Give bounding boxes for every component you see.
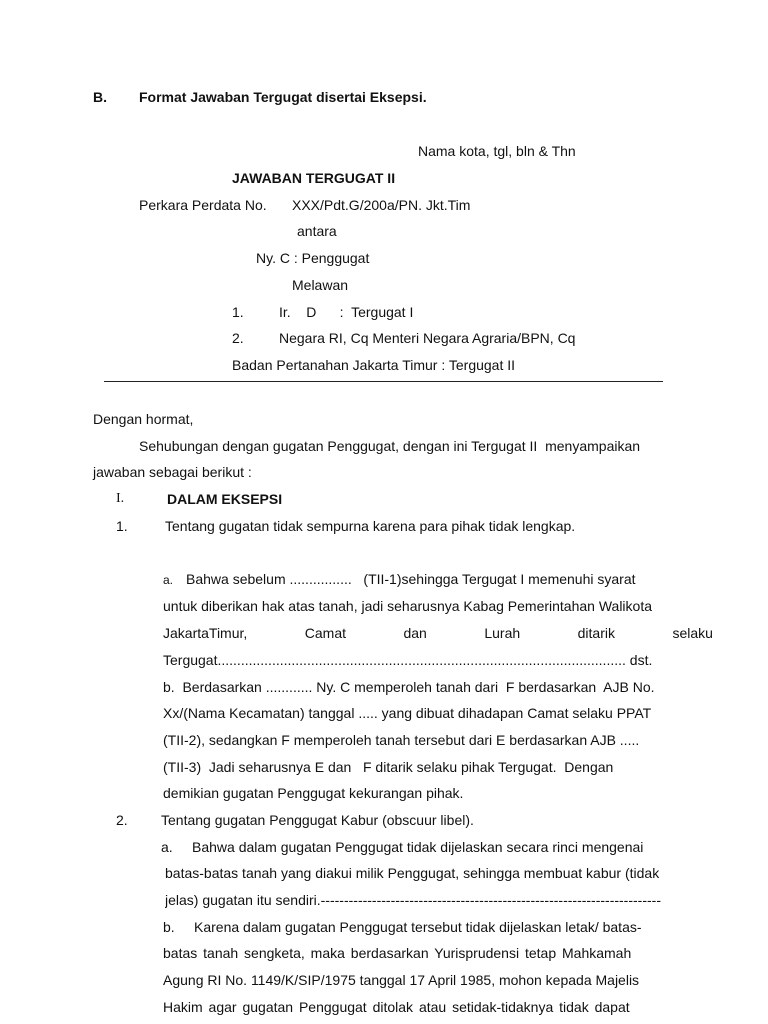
point-2-number: 2. [116, 812, 128, 828]
defendant-2-text: Negara RI, Cq Menteri Negara Agraria/BPN, Cq [279, 330, 576, 346]
section-title: Format Jawaban Tergugat disertai Eksepsi. [139, 89, 427, 105]
section-I-title: DALAM EKSEPSI [167, 491, 283, 507]
point-2b-line-2: batas tanah sengketa, maka berdasarkan Yurisprudensi tetap Mahkamah [163, 945, 632, 961]
point-1b-line-3: (TII-2), sedangkan F memperoleh tanah tersebut dari E berdasarkan AJB ..... [163, 732, 640, 748]
plaintiff-line: Ny. C : Penggugat [256, 250, 370, 266]
point-2b-line-1: Karena dalam gugatan Penggugat tersebut tidak dijelaskan letak/ batas- [194, 919, 642, 935]
point-1b-line-5: demikian gugatan Penggugat kekurangan pihak. [163, 785, 464, 801]
document-title: JAWABAN TERGUGAT II [232, 170, 396, 186]
header-divider [104, 381, 663, 382]
point-2b-line-4: Hakim agar gugatan Penggugat ditolak atau setidak-tidaknya tidak dapat [163, 999, 630, 1015]
point-2b-line-3: Agung RI No. 1149/K/SIP/1975 tanggal 17 April 1985, mohon kepada Majelis [163, 972, 640, 988]
justified-word: selaku [672, 625, 713, 641]
defendant-1-text: Ir. D : Tergugat I [279, 304, 414, 320]
justified-word: Lurah [484, 625, 521, 641]
point-2a-marker: a. [161, 839, 173, 855]
point-2a-line-1: Bahwa dalam gugatan Penggugat tidak dijelaskan secara rinci mengenai [192, 839, 644, 855]
point-1a-line-3 [163, 624, 713, 642]
justified-word: dan [403, 625, 427, 641]
point-1b-line-4: (TII-3) Jadi seharusnya E dan F ditarik selaku pihak Tergugat. Dengan [163, 759, 614, 775]
point-2b-marker: b. [163, 919, 175, 935]
point-1a-line-1: Bahwa sebelum ................ (TII-1)sehingga Tergugat I memenuhi syarat [186, 571, 636, 587]
justified-word: Camat [304, 625, 346, 641]
point-2-text: Tentang gugatan Penggugat Kabur (obscuur libel). [161, 812, 474, 828]
case-number: XXX/Pdt.G/200a/PN. Jkt.Tim [292, 197, 471, 213]
antara-text: antara [297, 223, 337, 239]
place-date: Nama kota, tgl, bln & Thn [418, 143, 576, 159]
point-1b-line-1: b. Berdasarkan ............ Ny. C memperoleh tanah dari F berdasarkan AJB No. [163, 679, 655, 695]
point-1a-marker: a. [163, 573, 174, 587]
defendant-1-number: 1. [232, 304, 244, 320]
intro-line-2: jawaban sebagai berikut : [93, 464, 252, 480]
section-letter: B. [93, 89, 107, 105]
point-1-number: 1. [116, 518, 128, 534]
section-I-number: I. [116, 491, 125, 506]
point-1-text: Tentang gugatan tidak sempurna karena para pihak tidak lengkap. [165, 518, 576, 534]
point-1a-line-4: Tergugat......................................................................................................... dst. [163, 652, 653, 668]
melawan-text: Melawan [292, 277, 349, 293]
justified-word: ditarik [577, 625, 615, 641]
justified-word: JakartaTimur, [163, 625, 248, 641]
point-1a-line-2: untuk diberikan hak atas tanah, jadi seharusnya Kabag Pemerintahan Walikota [163, 598, 653, 614]
greeting: Dengan hormat, [93, 411, 194, 427]
defendant-2-number: 2. [232, 330, 244, 346]
case-label: Perkara Perdata No. [139, 197, 267, 213]
point-2a-line-3: jelas) gugatan itu sendiri.------------------------------------------------------------------------- [165, 892, 661, 908]
point-1b-line-2: Xx/(Nama Kecamatan) tanggal ..... yang dibuat dihadapan Camat selaku PPAT [163, 705, 652, 721]
defendant-2-continuation: Badan Pertanahan Jakarta Timur : Tergugat II [232, 357, 516, 373]
intro-line-1: Sehubungan dengan gugatan Penggugat, dengan ini Tergugat II menyampaikan [139, 438, 641, 454]
point-2a-line-2: batas-batas tanah yang diakui milik Penggugat, sehingga membuat kabur (tidak [165, 865, 660, 881]
